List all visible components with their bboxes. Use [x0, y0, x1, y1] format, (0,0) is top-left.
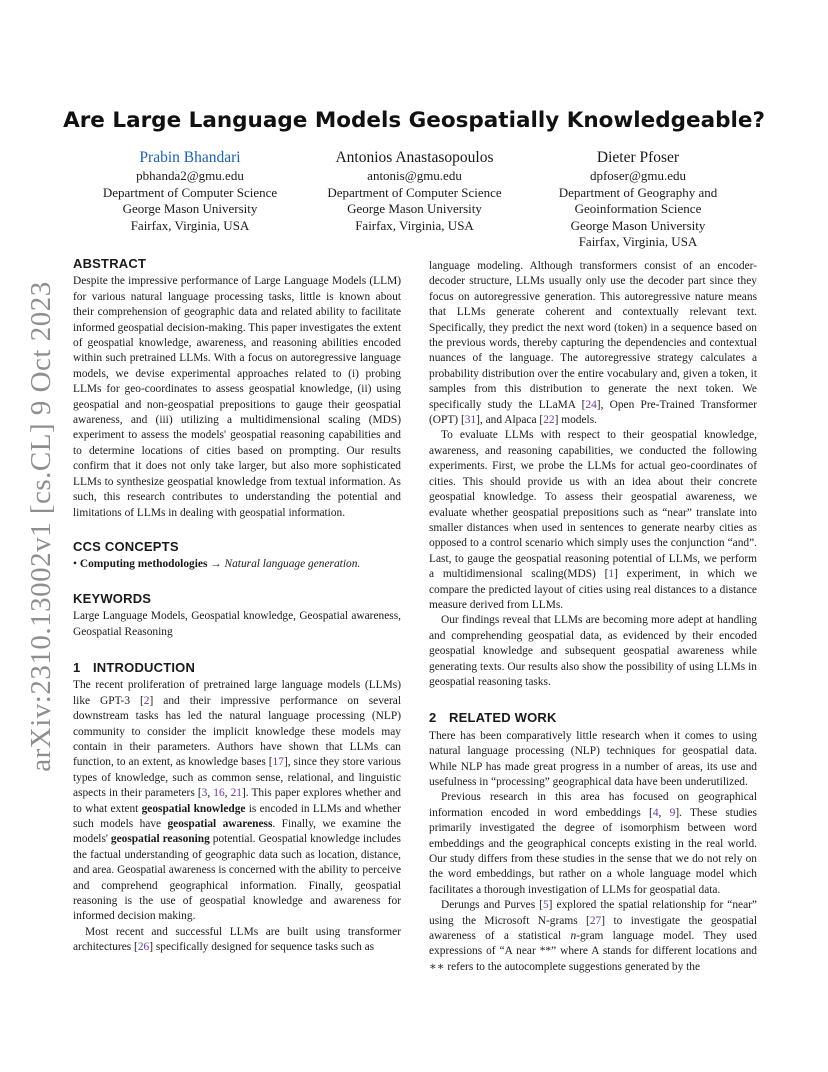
- body-paragraph: To evaluate LLMs with respect to their geospatial knowledge, awareness, and reasoning capabilities, we conducted the following experiments. First, we probe the LLMs for actual geo-coordinates of cities. This should provide us with an idea about their concrete geospatial knowledge. To assess their geospatial awareness, we evaluate whether geospatial prepositions such as “near” translate into smaller distances when used in sentences to generate nearby cities as opposed to a control scenario which simply uses the conjunction “and”. Last, to gauge the geospatial reasoning potential of LLMs, we perform a multidimensional scaling(MDS) [1] experiment, in which we compare the predicted layout of cities using real distances to a distance measure derived from LLMs.: [429, 429, 757, 611]
- citation-link[interactable]: 2: [143, 694, 150, 707]
- author-affiliation-line: Fairfax, Virginia, USA: [130, 217, 250, 233]
- section-title: INTRODUCTION: [93, 659, 196, 675]
- citation-link[interactable]: 21: [230, 787, 242, 800]
- intro-paragraph: The recent proliferation of pretrained large language models (LLMs) like GPT-3 [2] and their impressive performance on several downstream tasks has led the natural language processing (NLP) community to consider the implicit knowledge these models may contain in their parameters. Authors have shown that LLMs can function, to an extent, as knowledge bases [17], since they store various types of knowledge, such as common sense, relational, and linguistic aspects in their parameters [3, 16, 21]. This paper explores whether and to what extent geospatial knowledge is encoded in LLMs and whether such models have geospatial awareness. Finally, we examine the models' geospatial reasoning potential. Geospatial knowledge includes the factual understanding of geographic data such as location, distance, and area. Geospatial awareness is concerned with the ability to perceive and comprehend geographical information. Finally, geospatial reasoning is the use of geospatial knowledge and awareness for informed decision making.: [73, 679, 402, 923]
- ccs-bullet: •: [73, 558, 77, 571]
- abstract-text: Despite the impressive performance of Large Language Models (LLM) for various natural language processing tasks, little is known about their comprehension of geographic data and related ability to facilitate informed geospatial decision-making. This paper investigates the extent of geospatial knowledge, awareness, and reasoning abilities encoded within such pretrained LLMs. With a focus on autoregressive language models, we devise experimental approaches related to (i) probing LLMs for geo-coordinates to assess geospatial knowledge, (ii) using geospatial and non-geospatial prepositions to gauge their geospatial awareness, and (iii) utilizing a multidimensional scaling (MDS) experiment to assess the models' geospatial reasoning capabilities and to determine locations of cities based on prompting. Our results confirm that it does not only take larger, but also more sophisticated LLMs to synthesize geospatial knowledge from textual information. As such, this research contributes to understanding the potential and limitations of LLMs in dealing with geospatial information.: [73, 275, 401, 519]
- body-paragraph: Derungs and Purves [5] explored the spatial relationship for “near” using the Microsoft N-grams [27] to investigate the geospatial awareness of a statistical n-gram language model. They used expressions of “A near **” where A stands for different locations and ∗∗ refers to the autocomplete suggestions generated by the: [429, 899, 757, 973]
- author-affiliation-line: Department of Computer Science: [102, 184, 278, 200]
- italic-n: n: [570, 930, 577, 943]
- citation-link[interactable]: 26: [137, 941, 150, 954]
- emphasis: geospatial reasoning: [110, 833, 210, 846]
- author-affiliation-line: Fairfax, Virginia, USA: [355, 217, 474, 233]
- ccs-subcategory: Natural language generation.: [224, 558, 361, 571]
- section-number: 2: [429, 710, 437, 726]
- paper-title: Are Large Language Models Geospatially Knowledgeable?: [63, 108, 765, 133]
- citation-link[interactable]: 16: [213, 787, 225, 800]
- author-affiliation-line: Department of Computer Science: [327, 184, 502, 200]
- citation-link[interactable]: 5: [542, 899, 549, 912]
- body-paragraph: There has been comparatively little research when it comes to using natural language processing (NLP) techniques for geospatial data. While NLP has made great progress in a number of areas, its use and usefulness in “processing” geographical data have been underutilized.: [429, 729, 757, 788]
- left-column: [73, 256, 401, 956]
- author-affiliation-line: George Mason University: [347, 201, 482, 216]
- keywords-heading: KEYWORDS: [73, 590, 152, 606]
- citation-link[interactable]: 27: [589, 914, 602, 927]
- ccs-heading: CCS CONCEPTS: [73, 538, 179, 554]
- author-block: [538, 148, 738, 251]
- author-name-link[interactable]: Prabin Bhandari: [139, 149, 241, 166]
- arxiv-id: arXiv:2310.13002v1 [cs.CL] 9 Oct 2023: [24, 280, 57, 772]
- ccs-concepts-line: [73, 557, 401, 572]
- author-name: Antonios Anastasopoulos: [335, 149, 494, 166]
- arrow-icon: →: [210, 558, 222, 571]
- abstract-heading: ABSTRACT: [73, 256, 147, 271]
- author-affiliation-line: George Mason University: [570, 217, 706, 233]
- citation-link[interactable]: 17: [272, 756, 284, 769]
- body-paragraph: language modeling. Although transformers consist of an encoder-decoder structure, LLMs usually only use the decoder part since they focus on autoregressive generation. This autoregressive nature means that LLMs generate coherent and contextually relevant text. Specifically, they predict the next word (token) in a sequence based on the previous words, thereby capturing the dependencies and contextual nuances of the language. The autoregressive strategy calculates a probability distribution over the entire vocabulary and, given a token, it samples from this distribution to generate the next token. We specifically study the LLaMA [24], Open Pre-Trained Transformer (OPT) [31], and Alpaca [22] models.: [429, 260, 758, 427]
- citation-link[interactable]: 22: [543, 414, 555, 427]
- section-title: RELATED WORK: [449, 710, 557, 726]
- author-affiliation-line: Fairfax, Virginia, USA: [578, 234, 698, 249]
- arxiv-identifier-stamp: [16, 280, 66, 772]
- section-number: 1: [73, 659, 81, 675]
- author-email: antonis@gmu.edu: [367, 168, 462, 183]
- section-heading-related-work: [429, 710, 757, 725]
- citation-link[interactable]: 3: [201, 787, 208, 800]
- emphasis: geospatial knowledge: [141, 802, 246, 815]
- right-column: [429, 259, 757, 975]
- citation-link[interactable]: 4: [652, 806, 659, 819]
- author-affiliation-line: George Mason University: [122, 201, 258, 216]
- author-email: dpfoser@gmu.edu: [589, 168, 687, 183]
- ccs-category: Computing methodologies: [79, 558, 208, 571]
- author-name: Dieter Pfoser: [596, 149, 680, 166]
- section-heading-introduction: [73, 660, 401, 675]
- citation-link[interactable]: 24: [585, 398, 597, 411]
- author-affiliation-line: Geoinformation Science: [574, 201, 702, 216]
- author-block: [312, 148, 517, 234]
- author-block: [90, 148, 290, 234]
- body-paragraph: Our findings reveal that LLMs are becoming more adept at handling and comprehending geospatial data, as evidenced by their encoded geospatial knowledge and subsequent geospatial awareness while generating texts. Our results also show the possibility of using LLMs in geospatial reasoning tasks.: [429, 614, 757, 688]
- emphasis: geospatial awareness: [167, 818, 273, 830]
- citation-link[interactable]: 9: [669, 806, 676, 819]
- intro-paragraph: Most recent and successful LLMs are built using transformer architectures [26] specifically designed for sequence tasks such as: [73, 925, 401, 954]
- author-email: pbhanda2@gmu.edu: [136, 168, 244, 183]
- body-paragraph: Previous research in this area has focused on geographical information encoded in word embeddings [4, 9]. These studies primarily investigated the degree of isomorphism between word embeddings and the geographical concepts existing in the real world. Our study differs from these studies in the sense that we do not rely on the word embeddings, but rather on a whole language model which facilitates a thorough investigation of LLMs for geospatial data.: [429, 791, 757, 896]
- keywords-text: Large Language Models, Geospatial knowledge, Geospatial awareness, Geospatial Reasoning: [73, 610, 401, 638]
- citation-link[interactable]: 1: [608, 568, 615, 581]
- author-affiliation-line: Department of Geography and: [558, 184, 718, 200]
- citation-link[interactable]: 31: [464, 414, 477, 427]
